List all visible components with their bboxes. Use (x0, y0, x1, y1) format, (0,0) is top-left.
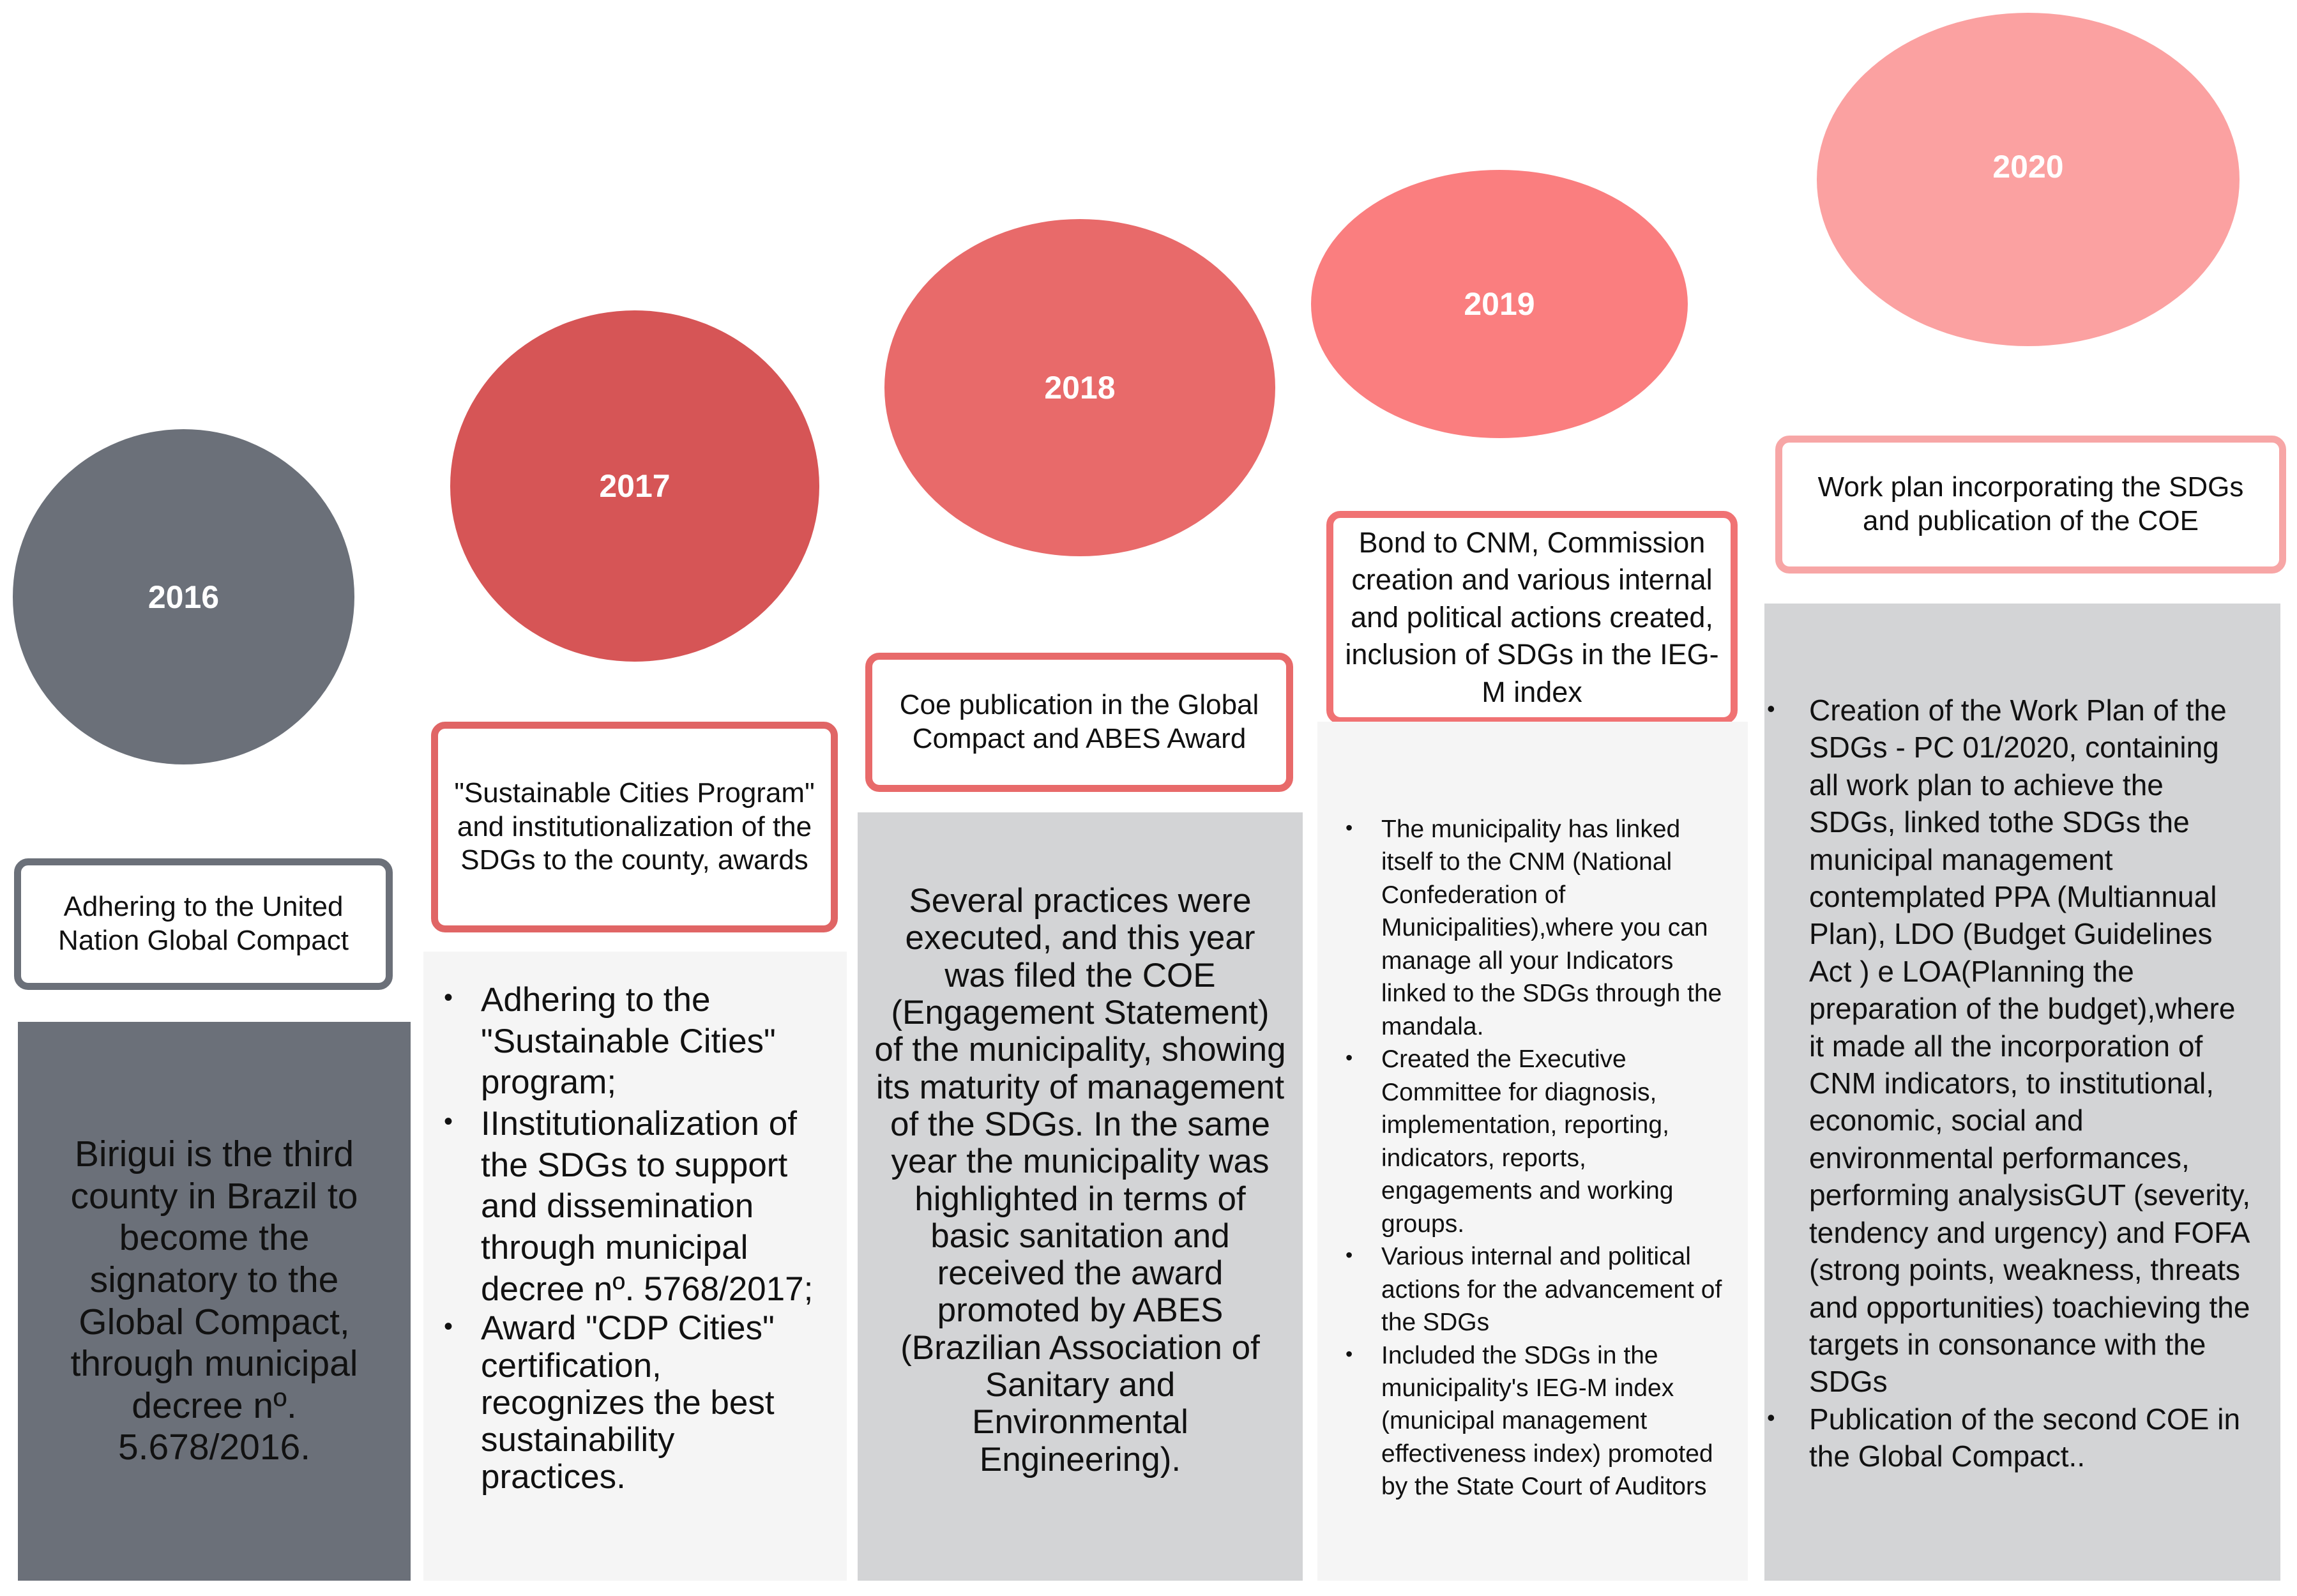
list-item: • Various internal and political actions for the advancement of the SDGs (1381, 1240, 1722, 1339)
list-item: • IInstitutionalization of the SDGs to support and dissemination through municipal decree nº. 5768/2017; (481, 1104, 828, 1310)
bullet-list-2017 (481, 980, 828, 1496)
list-item: • Award "CDP Cities" certification, recognizes the best sustainability practices. (481, 1310, 828, 1496)
year-circle-2019 (1311, 170, 1688, 438)
list-item: • Included the SDGs in the municipality's IEG-M index (municipal management effectiveness index) promoted by the State Court of Auditors (1381, 1339, 1722, 1503)
content-panel-2018 (858, 812, 1303, 1581)
year-label-2018: 2018 (1044, 370, 1116, 406)
headline-box-2017 (431, 722, 838, 932)
content-panel-2020 (1764, 604, 2280, 1581)
year-label-2017: 2017 (599, 468, 671, 504)
year-circle-2020 (1817, 13, 2240, 346)
year-label-2016: 2016 (148, 579, 220, 615)
content-panel-2017 (423, 952, 847, 1581)
list-item: • Creation of the Work Plan of the SDGs - PC 01/2020, containing all work plan to achieve the SDGs, linked tothe SDGs the municipal management contemplated PPA (Multiannual Plan), LDO (Budget Guidelines Act ) e LOA(Planning the preparation of the budget),where it made all the incorporation of CNM indicators, to institutional, economic, social and environmental performances, performing analysisGUT (severity, tendency and urgency) and FOFA (strong points, weakness, threats and opportunities) toachieving the targets in consonance with the SDGs (1803, 692, 2255, 1401)
headline-box-2016 (14, 858, 393, 990)
headline-text-2020: Work plan incorporating the SDGs and publication of the COE (1817, 471, 2244, 536)
body-text-2016: Birigui is the third county in Brazil to become the signatory to the Global Compact, through municipal decree nº. 5.678/2016. (70, 1134, 358, 1468)
list-item: • Created the Executive Committee for diagnosis, implementation, reporting, indicators, reports, engagements and working groups. (1381, 1043, 1722, 1240)
list-item: • Adhering to the "Sustainable Cities" program; (481, 980, 828, 1104)
body-text-2018: Several practices were executed, and this year was filed the COE (Engagement Statement) of the municipality, showing its maturity of management of the SDGs. In the same year the municipality was highlighted in terms of basic sanitation and received the award promoted by ABES (Brazilian Association of Sanitary and Environmental Engineering). (874, 882, 1286, 1478)
list-item: • The municipality has linked itself to the CNM (National Confederation of Municipalities),where you can manage all your Indicators linked to the SDGs through the mandala. (1381, 813, 1722, 1043)
year-circle-2018 (884, 219, 1275, 556)
headline-text-2019: Bond to CNM, Commission creation and various internal and political actions created, inclusion of SDGs in the IEG-M index (1345, 526, 1719, 708)
headline-text-2018: Coe publication in the Global Compact and ABES Award (899, 689, 1259, 754)
headline-box-2019 (1326, 511, 1738, 724)
content-panel-2016 (18, 1022, 411, 1581)
year-circle-2016 (13, 429, 354, 764)
year-label-2019: 2019 (1464, 286, 1535, 322)
headline-box-2018 (865, 653, 1293, 792)
list-item: • Publication of the second COE in the Global Compact.. (1803, 1401, 2255, 1475)
bullet-list-2020 (1803, 692, 2255, 1475)
content-panel-2019 (1317, 722, 1748, 1581)
year-label-2020: 2020 (1992, 149, 2064, 185)
year-circle-2017 (450, 310, 819, 662)
headline-text-2016: Adhering to the United Nation Global Compact (58, 891, 349, 956)
headline-box-2020 (1775, 436, 2286, 574)
bullet-list-2019 (1381, 813, 1722, 1503)
headline-text-2017: "Sustainable Cities Program" and institutionalization of the SDGs to the county, awards (454, 777, 815, 876)
